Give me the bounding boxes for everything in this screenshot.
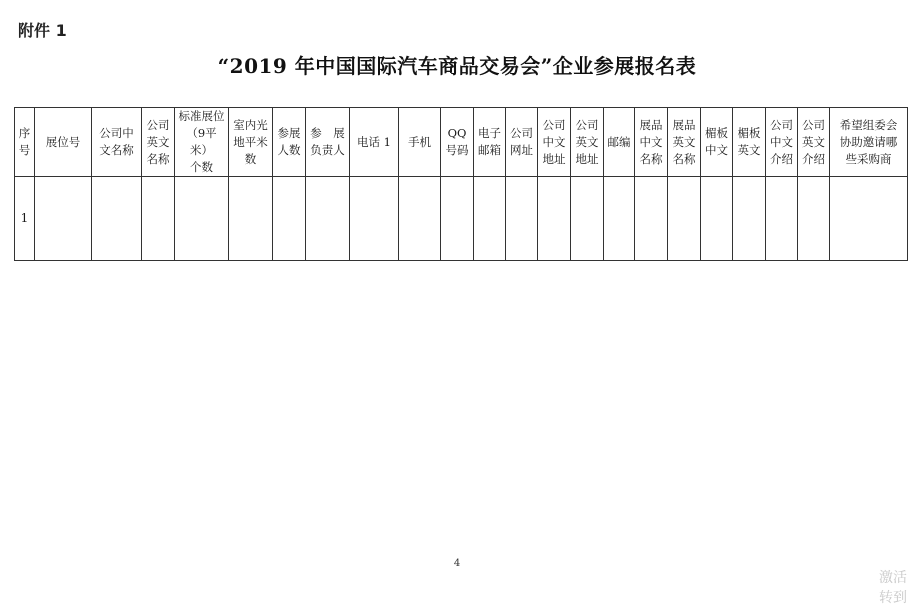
table-cell[interactable] bbox=[399, 177, 441, 261]
column-header-product-name-cn: 展品 中文 名称 bbox=[635, 108, 668, 177]
document-title: “2019 年中国国际汽车商品交易会”企业参展报名表 bbox=[217, 54, 697, 78]
column-header-address-en: 公司 英文 地址 bbox=[571, 108, 604, 177]
table-cell[interactable] bbox=[733, 177, 766, 261]
column-header-attendees: 参展 人数 bbox=[273, 108, 306, 177]
table-header-row bbox=[15, 108, 908, 177]
table-cell[interactable] bbox=[701, 177, 733, 261]
table-cell[interactable] bbox=[571, 177, 604, 261]
table-cell[interactable] bbox=[441, 177, 474, 261]
table-cell[interactable] bbox=[506, 177, 538, 261]
column-header-company-name-en: 公司 英文 名称 bbox=[142, 108, 175, 177]
column-header-booth-no: 展位号 bbox=[35, 108, 92, 177]
table-cell[interactable] bbox=[350, 177, 399, 261]
table-cell[interactable] bbox=[142, 177, 175, 261]
column-header-email: 电子 邮箱 bbox=[474, 108, 506, 177]
column-header-fascia-en: 楣板 英文 bbox=[733, 108, 766, 177]
table-cell[interactable] bbox=[273, 177, 306, 261]
table-row bbox=[15, 177, 908, 261]
column-header-website: 公司 网址 bbox=[506, 108, 538, 177]
column-header-buyer-invitation: 希望组委会 协助邀请哪 些采购商 bbox=[830, 108, 908, 177]
column-header-product-name-en: 展品 英文 名称 bbox=[668, 108, 701, 177]
column-header-intro-en: 公司 英文 介绍 bbox=[798, 108, 830, 177]
page-number: 4 bbox=[453, 558, 461, 569]
column-header-fascia-cn: 楣板 中文 bbox=[701, 108, 733, 177]
table-cell[interactable] bbox=[538, 177, 571, 261]
table-cell[interactable] bbox=[635, 177, 668, 261]
column-header-intro-cn: 公司 中文 介绍 bbox=[766, 108, 798, 177]
table-cell[interactable] bbox=[175, 177, 229, 261]
table-cell[interactable] bbox=[474, 177, 506, 261]
table-cell[interactable] bbox=[830, 177, 908, 261]
table-cell[interactable] bbox=[35, 177, 92, 261]
table-cell[interactable] bbox=[92, 177, 142, 261]
table-cell[interactable] bbox=[766, 177, 798, 261]
column-header-postcode: 邮编 bbox=[604, 108, 635, 177]
column-header-contact-person: 参 展 负责人 bbox=[306, 108, 350, 177]
column-header-company-name-cn: 公司中 文名称 bbox=[92, 108, 142, 177]
table-cell[interactable] bbox=[668, 177, 701, 261]
column-header-raw-space: 室内光 地平米 数 bbox=[229, 108, 273, 177]
registration-form-table bbox=[14, 107, 908, 261]
column-header-serial: 序 号 bbox=[15, 108, 35, 177]
table-cell-serial: 1 bbox=[15, 177, 35, 261]
column-header-mobile: 手机 bbox=[399, 108, 441, 177]
column-header-phone: 电话 1 bbox=[350, 108, 399, 177]
activation-watermark: 激活 转到 bbox=[879, 570, 907, 606]
table-cell[interactable] bbox=[798, 177, 830, 261]
column-header-qq: QQ 号码 bbox=[441, 108, 474, 177]
table-cell[interactable] bbox=[306, 177, 350, 261]
table-cell[interactable] bbox=[604, 177, 635, 261]
column-header-standard-booths: 标准展位 （9平米） 个数 bbox=[175, 108, 229, 177]
table-cell[interactable] bbox=[229, 177, 273, 261]
attachment-label: 附件 1 bbox=[18, 21, 67, 40]
column-header-address-cn: 公司 中文 地址 bbox=[538, 108, 571, 177]
